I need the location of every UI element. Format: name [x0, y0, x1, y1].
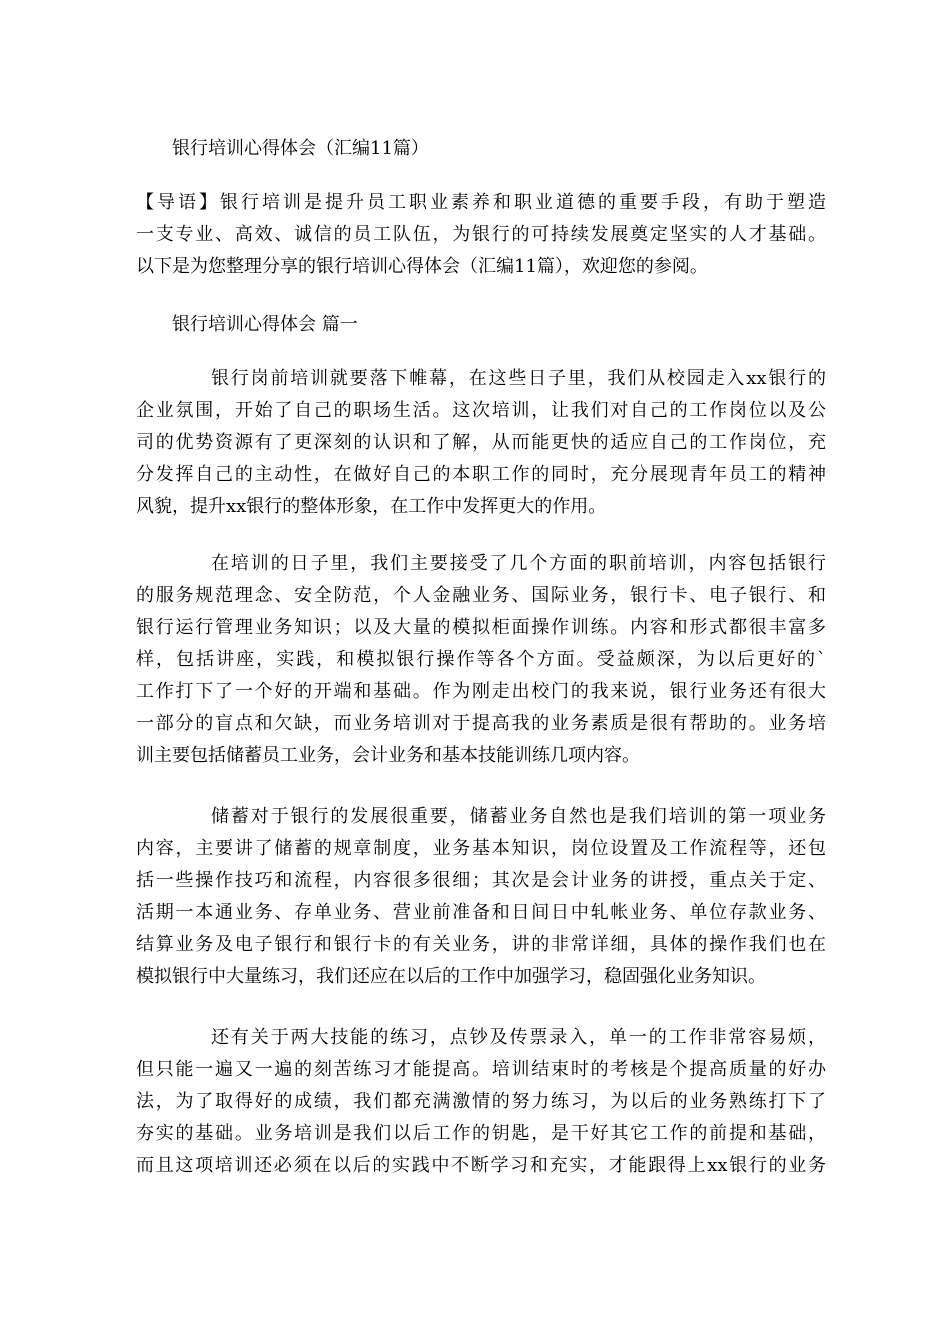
paragraph-line: 样，包括讲座，实践，和模拟银行操作等各个方面。受益颇深，为以后更好的` [136, 649, 826, 670]
paragraph-line: 夯实的基础。业务培训是我们以后工作的钥匙，是干好其它工作的前提和基础， [136, 1123, 826, 1144]
paragraph-line: 还有关于两大技能的练习，点钞及传票录入，单一的工作非常容易烦， [211, 1027, 826, 1048]
document-title: 银行培训心得体会（汇编11篇） [172, 138, 429, 159]
paragraph-line: 但只能一遍又一遍的刻苦练习才能提高。培训结束时的考核是个提高质量的好办 [136, 1059, 826, 1080]
paragraph-line: 活期一本通业务、存单业务、营业前准备和日间日中轧帐业务、单位存款业务、 [136, 902, 826, 923]
body-paragraph-2 [136, 548, 826, 772]
paragraph-line: 【导语】银行培训是提升员工职业素养和职业道德的重要手段，有助于塑造 [136, 192, 826, 213]
paragraph-line: 企业氛围，开始了自己的职场生活。这次培训，让我们对自己的工作岗位以及公 [136, 400, 826, 421]
paragraph-line: 风貌，提升xx银行的整体形象，在工作中发挥更大的作用。 [136, 496, 607, 517]
paragraph-line: 一支专业、高效、诚信的员工队伍，为银行的可持续发展奠定坚实的人才基础。 [136, 224, 826, 245]
paragraph-line: 以下是为您整理分享的银行培训心得体会（汇编11篇），欢迎您的参阅。 [136, 256, 708, 277]
body-paragraph-4 [136, 1022, 826, 1182]
paragraph-line: 法，为了取得好的成绩，我们都充满激情的努力练习，为以后的业务熟练打下了 [136, 1091, 826, 1112]
paragraph-line: 一部分的盲点和欠缺，而业务培训对于提高我的业务素质是很有帮助的。业务培 [136, 713, 826, 734]
paragraph-line: 模拟银行中大量练习，我们还应在以后的工作中加强学习，稳固强化业务知识。 [136, 966, 766, 987]
paragraph-line: 储蓄对于银行的发展很重要，储蓄业务自然也是我们培训的第一项业务 [211, 806, 826, 827]
paragraph-line: 银行岗前培训就要落下帷幕，在这些日子里，我们从校园走入xx银行的 [211, 368, 826, 389]
paragraph-line: 的服务规范理念、安全防范，个人金融业务、国际业务，银行卡、电子银行、和 [136, 585, 826, 606]
body-paragraph-1 [136, 363, 826, 523]
paragraph-line: 括一些操作技巧和流程，内容很多很细；其次是会计业务的讲授，重点关于定、 [136, 870, 826, 891]
intro-paragraph [136, 187, 826, 283]
paragraph-line: 内容，主要讲了储蓄的规章制度，业务基本知识，岗位设置及工作流程等，还包 [136, 838, 826, 859]
paragraph-line: 在培训的日子里，我们主要接受了几个方面的职前培训，内容包括银行 [211, 553, 826, 574]
paragraph-line: 工作打下了一个好的开端和基础。作为刚走出校门的我来说，银行业务还有很大 [136, 681, 826, 702]
paragraph-line: 司的优势资源有了更深刻的认识和了解，从而能更快的适应自己的工作岗位，充 [136, 432, 826, 453]
paragraph-line: 银行运行管理业务知识；以及大量的模拟柜面操作训练。内容和形式都很丰富多 [136, 617, 826, 638]
paragraph-line: 而且这项培训还必须在以后的实践中不断学习和充实，才能跟得上xx银行的业务 [136, 1155, 826, 1176]
paragraph-line: 训主要包括储蓄员工业务，会计业务和基本技能训练几项内容。 [136, 745, 640, 766]
paragraph-line: 结算业务及电子银行和银行卡的有关业务，讲的非常详细，具体的操作我们也在 [136, 934, 826, 955]
section-heading: 银行培训心得体会 篇一 [172, 314, 358, 335]
paragraph-line: 分发挥自己的主动性，在做好自己的本职工作的同时，充分展现青年员工的精神 [136, 464, 826, 485]
body-paragraph-3 [136, 801, 826, 993]
